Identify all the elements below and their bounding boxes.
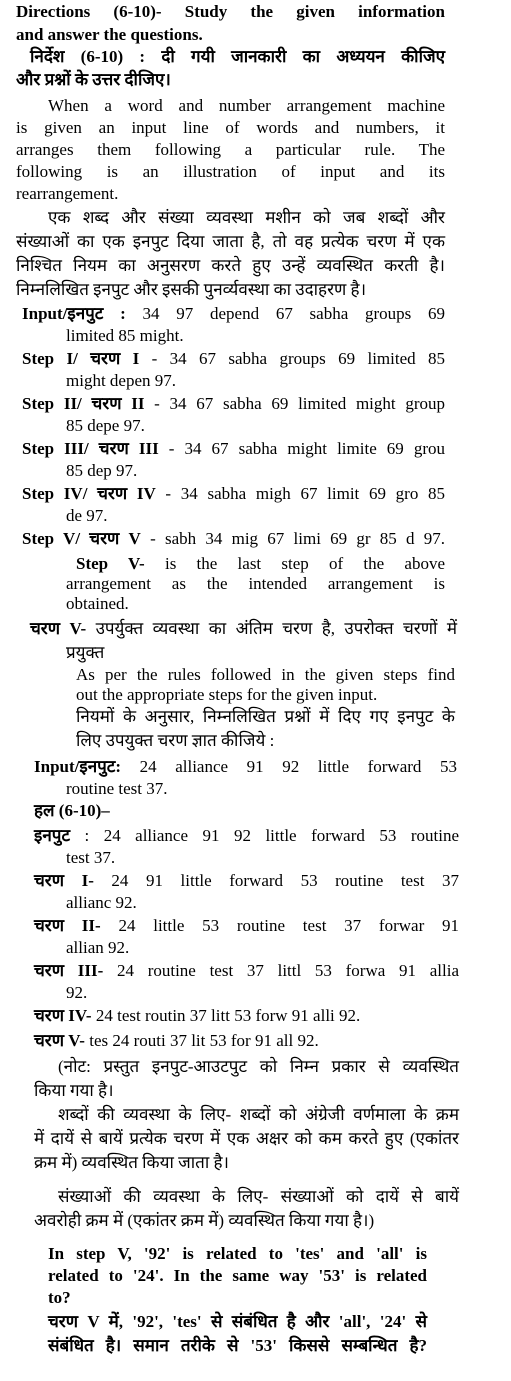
- text-line: following is an illustration of input and its: [16, 162, 445, 181]
- text-line: de 97.: [66, 506, 108, 525]
- text-line: चरण I- 24 91 little forward 53 routine test 37: [34, 871, 459, 890]
- text-line: (नोट: प्रस्तुत इनपुट-आउटपुट को निम्न प्रकार से व्यवस्थित: [58, 1057, 459, 1076]
- text-line: to?: [48, 1288, 71, 1307]
- text-line: क्रम में) व्यवस्थित किया जाता है।: [34, 1153, 229, 1172]
- text-line: 85 dep 97.: [66, 461, 138, 480]
- text-line: चरण IV- 24 test routin 37 litt 53 forw 91 alli 92.: [34, 1006, 361, 1025]
- text-line: संबंधित है। समान तरीके से '53' किससे सम्बन्धित है?: [48, 1336, 427, 1355]
- text-line: allianc 92.: [66, 893, 137, 912]
- text-line: and answer the questions.: [16, 25, 203, 44]
- text-line: हल (6-10)–: [34, 801, 110, 820]
- text-line: चरण V- tes 24 routi 37 lit 53 for 91 all 92.: [34, 1031, 319, 1050]
- text-line: In step V, '92' is related to 'tes' and 'all' is: [48, 1244, 427, 1263]
- text-line: एक शब्द और संख्या व्यवस्था मशीन को जब शब्दों और: [48, 208, 445, 227]
- text-line: Step IV/ चरण IV - 34 sabha migh 67 limit 69 gro 85: [22, 484, 446, 503]
- text-line: नियमों के अनुसार, निम्नलिखित प्रश्नों में दिए गए इनपुट के: [76, 707, 455, 726]
- text-line: 85 depe 97.: [66, 416, 145, 435]
- text-line: किया गया है।: [34, 1081, 114, 1100]
- text-line: Step V/ चरण V - sabh 34 mig 67 limi 69 gr 85 d 97.: [22, 529, 446, 548]
- text-line: Step III/ चरण III - 34 67 sabha might limite 69 grou: [22, 439, 446, 458]
- text-line: arrangement as the intended arrangement is: [66, 574, 445, 593]
- text-line: प्रयुक्त: [66, 643, 105, 662]
- text-line: अवरोही क्रम में (एकांतर क्रम में) व्यवस्थित किया गया है।): [34, 1211, 375, 1230]
- text-line: शब्दों की व्यवस्था के लिए- शब्दों को अंग्रेजी वर्णमाला के क्रम: [58, 1105, 459, 1124]
- text-line: चरण III- 24 routine test 37 littl 53 forwa 91 allia: [34, 961, 459, 980]
- text-line: में दायें से बायें प्रत्येक चरण में एक अक्षर को कम करते हुए (एकांतर: [34, 1129, 459, 1148]
- text-line: test 37.: [66, 848, 116, 867]
- text-line: संख्याओं का एक इनपुट दिया जाता है, तो वह प्रत्येक चरण में एक: [16, 232, 445, 251]
- text-line: As per the rules followed in the given steps find: [76, 665, 455, 684]
- text-line: might depen 97.: [66, 371, 177, 390]
- text-line: limited 85 might.: [66, 326, 184, 345]
- text-line: और प्रश्नों के उत्तर दीजिए।: [16, 70, 171, 89]
- text-line: Input/इनपुट : 34 97 depend 67 sabha groups 69: [22, 304, 446, 323]
- text-line: related to '24'. In the same way '53' is related: [48, 1266, 427, 1285]
- text-line: संख्याओं की व्यवस्था के लिए- संख्याओं को दायें से बायें: [58, 1187, 459, 1206]
- text-line: 92.: [66, 983, 88, 1002]
- text-line: allian 92.: [66, 938, 130, 957]
- text-line: निश्चित नियम का अनुसरण करते हुए उन्हें व्यवस्थित करती है।: [16, 256, 445, 275]
- text-line: लिए उपयुक्त चरण ज्ञात कीजिये :: [76, 731, 275, 750]
- text-line: out the appropriate steps for the given input.: [76, 685, 378, 704]
- text-line: चरण V- उपर्युक्त व्यवस्था का अंतिम चरण है, उपरोक्त चरणों में: [30, 619, 457, 638]
- text-line: Step I/ चरण I - 34 67 sabha groups 69 limited 85: [22, 349, 446, 368]
- text-line: Input/इनपुट: 24 alliance 91 92 little forward 53: [34, 757, 457, 776]
- text-line: obtained.: [66, 594, 129, 613]
- text-line: Step V- is the last step of the above: [76, 554, 445, 573]
- text-line: Directions (6-10)- Study the given information: [16, 2, 445, 21]
- text-line: Step II/ चरण II - 34 67 sabha 69 limited might group: [22, 394, 445, 413]
- text-line: routine test 37.: [66, 779, 168, 798]
- text-line: निर्देश (6-10) : दी गयी जानकारी का अध्ययन कीजिए: [30, 47, 445, 66]
- text-line: इनपुट : 24 alliance 91 92 little forward 53 routine: [34, 826, 459, 845]
- text-line: When a word and number arrangement machine: [48, 96, 445, 115]
- text-line: is given an input line of words and numbers, it: [16, 118, 445, 137]
- text-line: चरण V में, '92', 'tes' से संबंधित है और 'all', '24' से: [48, 1312, 427, 1331]
- text-line: rearrangement.: [16, 184, 119, 203]
- text-line: चरण II- 24 little 53 routine test 37 forwar 91: [34, 916, 459, 935]
- text-line: arranges them following a particular rule. The: [16, 140, 445, 159]
- text-line: निम्नलिखित इनपुट और इसकी पुनर्व्यवस्था का उदाहरण है।: [16, 280, 367, 299]
